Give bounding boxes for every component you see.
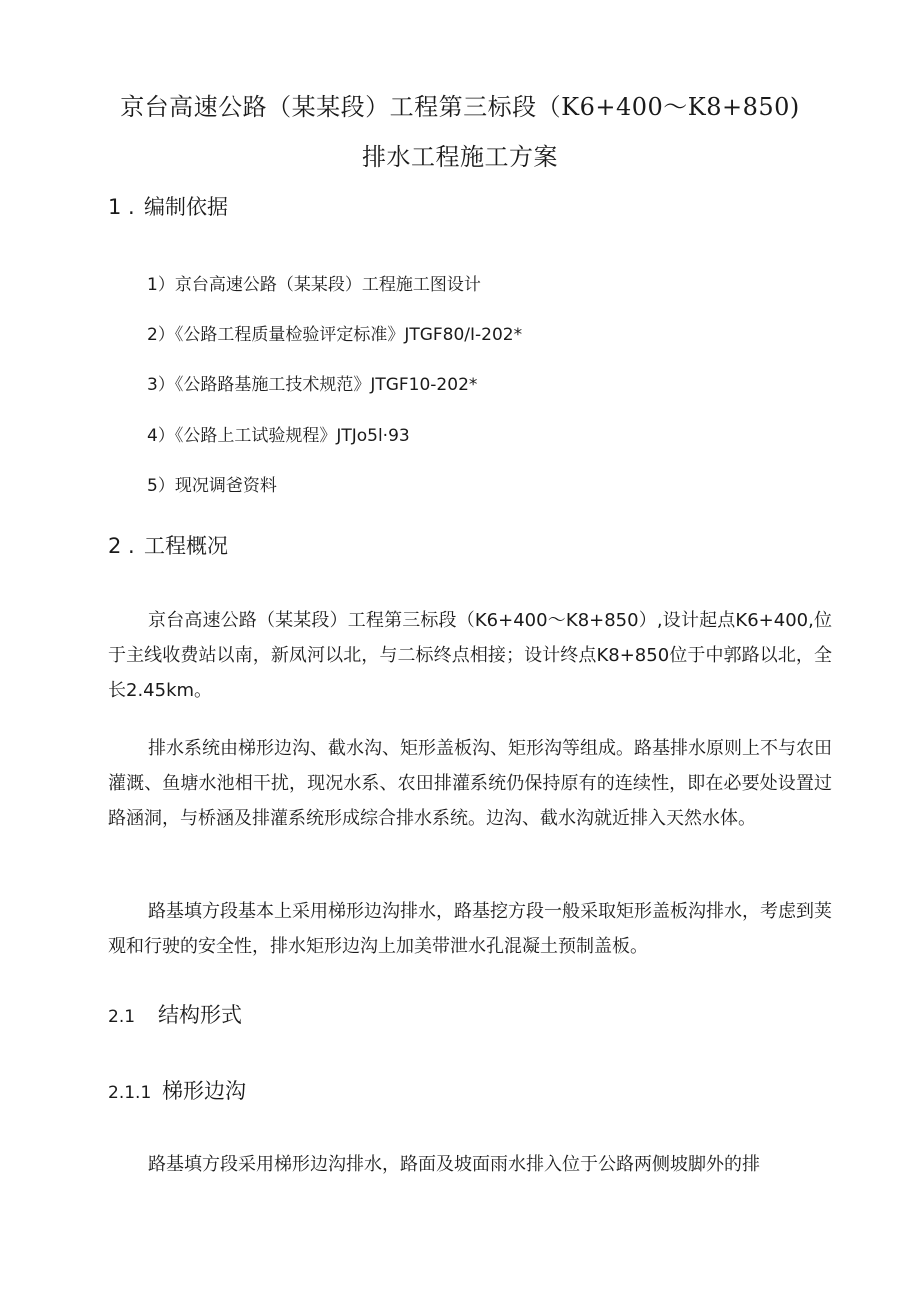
document-title-line1: 京台高速公路（某某段）工程第三标段（K6+400〜K8+850): [120, 93, 800, 121]
section-heading-2-1-1: [108, 1075, 246, 1105]
section-heading-1: [108, 191, 228, 221]
section-number: 2.1: [108, 1007, 136, 1027]
body-paragraph: 排水系统由梯形边沟、截水沟、矩形盖板沟、矩形沟等组成。路基排水原则上不与农田灌溉、鱼塘水池相干扰，现况水系、农田排灌系统仍保持原有的连续性，即在必要处设置过路涵洞，与桥涵及排灌系统形成综合排水系统。边沟、截水沟就近排入天然水体。: [108, 738, 832, 829]
reference-item: 2）《公路工程质量检验评定标准》JTGF80/I-202*: [147, 325, 523, 345]
section-number: 2.1.1: [108, 1083, 152, 1103]
section-title: 梯形边沟: [162, 1079, 246, 1103]
document-title-line2: 排水工程施工方案: [362, 143, 558, 171]
section-number: 1 .: [108, 195, 135, 219]
reference-item: 3）《公路路基施工技术规范》JTGF10-202*: [147, 375, 478, 395]
section-heading-2-1: [108, 999, 242, 1029]
section-title: 编制依据: [144, 195, 228, 219]
section-number: 2 .: [108, 534, 135, 558]
reference-item: 4）《公路上工试验规程》JTJo5l·93: [147, 426, 410, 446]
body-paragraph: 京台高速公路（某某段）工程第三标段（K6+400〜K8+850）,设计起点K6+400,位于主线收费站以南，新凤河以北，与二标终点相接；设计终点K8+850位于中郭路以北，全长2.45km。: [108, 610, 832, 701]
body-paragraph: 路基填方段采用梯形边沟排水，路面及坡面雨水排入位于公路两侧坡脚外的排: [148, 1154, 760, 1175]
section-heading-2: [108, 530, 228, 560]
reference-item: 1）京台高速公路（某某段）工程施工图设计: [147, 275, 481, 295]
section-title: 结构形式: [158, 1003, 242, 1027]
section-title: 工程概况: [144, 534, 228, 558]
body-paragraph: 路基填方段基本上采用梯形边沟排水，路基挖方段一般采取矩形盖板沟排水，考虑到荚观和行驶的安全性，排水矩形边沟上加美带泄水孔混凝土预制盖板。: [108, 901, 832, 957]
reference-item: 5）现况调爸资料: [147, 476, 277, 496]
